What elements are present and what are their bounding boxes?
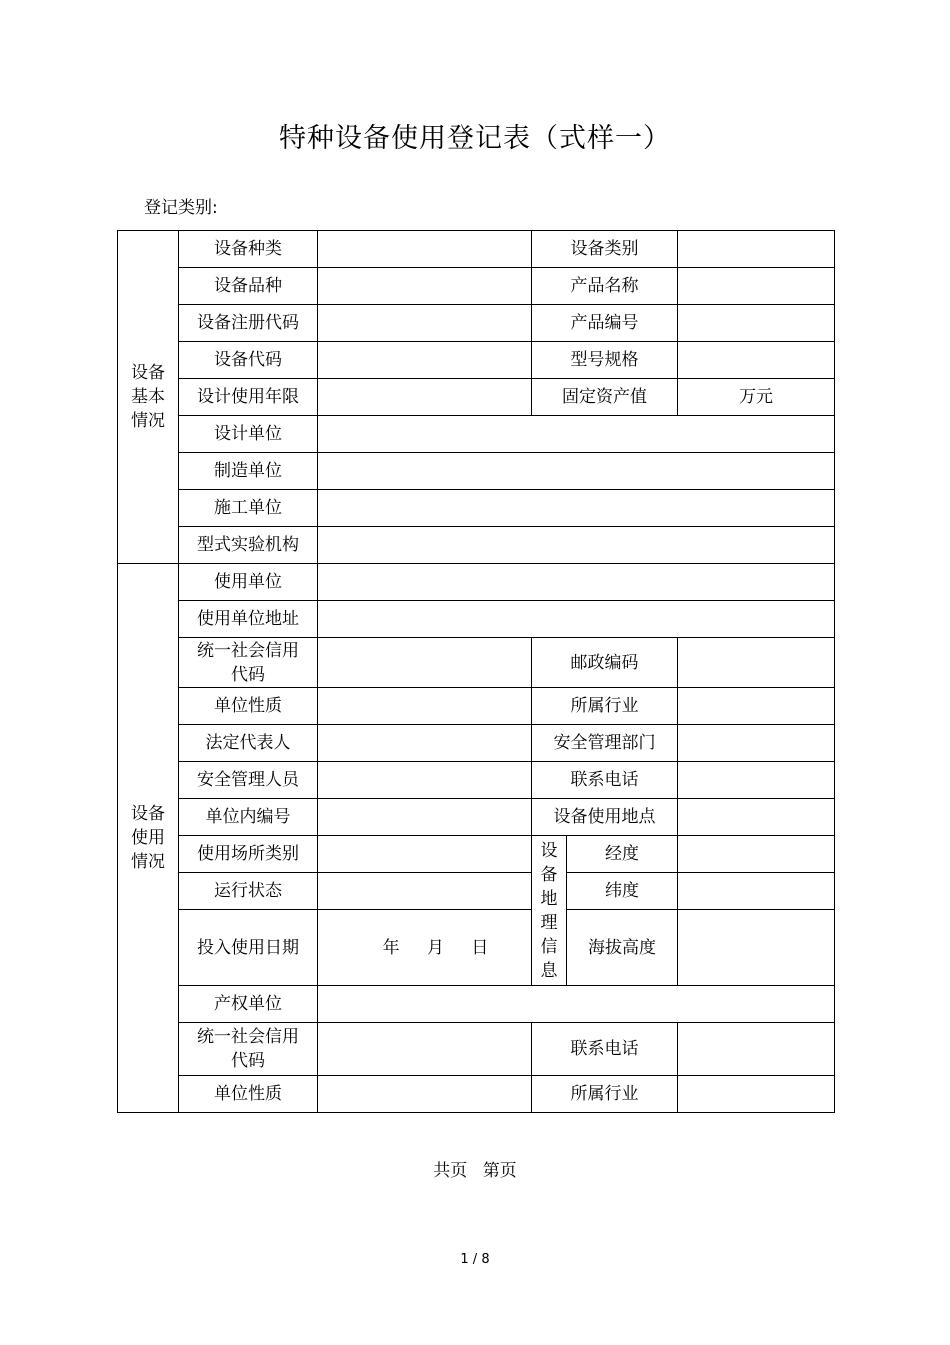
section-label-line: 设备 <box>131 363 165 383</box>
total-pages: 共页 <box>433 1161 468 1181</box>
field-user-address[interactable] <box>318 601 835 638</box>
geo-char: 息 <box>540 960 558 981</box>
field-usage-location[interactable] <box>678 799 835 836</box>
label-fixed-asset-value: 固定资产值 <box>532 379 678 416</box>
label-design-life: 设计使用年限 <box>179 379 318 416</box>
label-safety-dept: 安全管理部门 <box>532 725 678 762</box>
field-altitude[interactable] <box>678 910 835 986</box>
label-contact-phone: 联系电话 <box>532 762 678 799</box>
label-start-date: 投入使用日期 <box>179 910 318 986</box>
field-design-life[interactable] <box>318 379 532 416</box>
page-number: 1 / 8 <box>460 1252 490 1267</box>
page-counter <box>0 1156 950 1181</box>
geo-char: 地 <box>540 888 558 909</box>
label-site-category: 使用场所类别 <box>179 836 318 873</box>
label-equipment-code: 设备代码 <box>179 342 318 379</box>
geo-char: 理 <box>540 912 558 933</box>
field-type-test-org[interactable] <box>318 527 835 564</box>
date-year: 年 <box>382 937 400 958</box>
label-product-number: 产品编号 <box>532 305 678 342</box>
label-altitude: 海拔高度 <box>567 910 678 986</box>
field-product-name[interactable] <box>678 268 835 305</box>
label-user-address: 使用单位地址 <box>179 601 318 638</box>
field-contact-phone[interactable] <box>678 762 835 799</box>
label-longitude: 经度 <box>567 836 678 873</box>
label-owner-unit: 产权单位 <box>179 986 318 1023</box>
field-construction-unit[interactable] <box>318 490 835 527</box>
field-credit-code[interactable] <box>318 638 532 688</box>
field-owner-phone[interactable] <box>678 1023 835 1076</box>
label-equipment-variety: 设备品种 <box>179 268 318 305</box>
field-site-category[interactable] <box>318 836 532 873</box>
section-usage-info <box>118 564 179 1113</box>
asset-unit: 万元 <box>739 387 773 407</box>
field-industry[interactable] <box>678 688 835 725</box>
field-unit-nature[interactable] <box>318 688 532 725</box>
label-owner-nature: 单位性质 <box>179 1076 318 1113</box>
section-label-line: 设备 <box>131 804 165 824</box>
page-title: 特种设备使用登记表（式样一） <box>279 123 671 154</box>
section-basic-info <box>118 231 179 564</box>
field-legal-rep[interactable] <box>318 725 532 762</box>
field-fixed-asset-value[interactable] <box>678 379 835 416</box>
label-postal-code: 邮政编码 <box>532 638 678 688</box>
label-geo-info <box>532 836 567 986</box>
current-page: 第页 <box>482 1161 517 1181</box>
label-credit-code <box>179 638 318 688</box>
label-internal-number: 单位内编号 <box>179 799 318 836</box>
field-equipment-type[interactable] <box>318 231 532 268</box>
geo-char: 设 <box>540 840 558 861</box>
label-line: 统一社会信用 <box>197 640 299 661</box>
field-postal-code[interactable] <box>678 638 835 688</box>
label-construction-unit: 施工单位 <box>179 490 318 527</box>
field-equipment-variety[interactable] <box>318 268 532 305</box>
label-unit-nature: 单位性质 <box>179 688 318 725</box>
label-line: 统一社会信用 <box>197 1027 299 1047</box>
field-longitude[interactable] <box>678 836 835 873</box>
field-user-unit[interactable] <box>318 564 835 601</box>
label-registration-code: 设备注册代码 <box>179 305 318 342</box>
field-manufacturer[interactable] <box>318 453 835 490</box>
date-day: 日 <box>471 937 489 958</box>
label-legal-rep: 法定代表人 <box>179 725 318 762</box>
label-owner-phone: 联系电话 <box>532 1023 678 1076</box>
label-latitude: 纬度 <box>567 873 678 910</box>
label-safety-staff: 安全管理人员 <box>179 762 318 799</box>
field-internal-number[interactable] <box>318 799 532 836</box>
date-month: 月 <box>427 937 444 958</box>
label-design-unit: 设计单位 <box>179 416 318 453</box>
label-line: 代码 <box>231 664 265 685</box>
field-registration-code[interactable] <box>318 305 532 342</box>
label-manufacturer: 制造单位 <box>179 453 318 490</box>
field-owner-unit[interactable] <box>318 986 835 1023</box>
field-start-date[interactable] <box>318 910 532 986</box>
field-product-number[interactable] <box>678 305 835 342</box>
label-operation-status: 运行状态 <box>179 873 318 910</box>
registration-type-label: 登记类别: <box>144 198 218 218</box>
field-safety-dept[interactable] <box>678 725 835 762</box>
field-owner-nature[interactable] <box>318 1076 532 1113</box>
label-equipment-type: 设备种类 <box>179 231 318 268</box>
label-line: 代码 <box>231 1051 265 1071</box>
field-design-unit[interactable] <box>318 416 835 453</box>
registration-form-table <box>117 230 835 1113</box>
section-label-line: 基本 <box>131 387 165 407</box>
label-type-test-org: 型式实验机构 <box>179 527 318 564</box>
label-owner-credit-code <box>179 1023 318 1076</box>
section-label-line: 情况 <box>131 411 165 431</box>
field-model-spec[interactable] <box>678 342 835 379</box>
label-owner-industry: 所属行业 <box>532 1076 678 1113</box>
field-owner-credit-code[interactable] <box>318 1023 532 1076</box>
label-model-spec: 型号规格 <box>532 342 678 379</box>
label-industry: 所属行业 <box>532 688 678 725</box>
label-equipment-category: 设备类别 <box>532 231 678 268</box>
field-equipment-category[interactable] <box>678 231 835 268</box>
section-label-line: 使用 <box>131 828 165 848</box>
label-user-unit: 使用单位 <box>179 564 318 601</box>
label-usage-location: 设备使用地点 <box>532 799 678 836</box>
section-label-line: 情况 <box>131 852 165 872</box>
field-equipment-code[interactable] <box>318 342 532 379</box>
field-latitude[interactable] <box>678 873 835 910</box>
field-safety-staff[interactable] <box>318 762 532 799</box>
field-owner-industry[interactable] <box>678 1076 835 1113</box>
geo-char: 信 <box>540 936 558 957</box>
field-operation-status[interactable] <box>318 873 532 910</box>
label-product-name: 产品名称 <box>532 268 678 305</box>
geo-char: 备 <box>540 864 558 885</box>
